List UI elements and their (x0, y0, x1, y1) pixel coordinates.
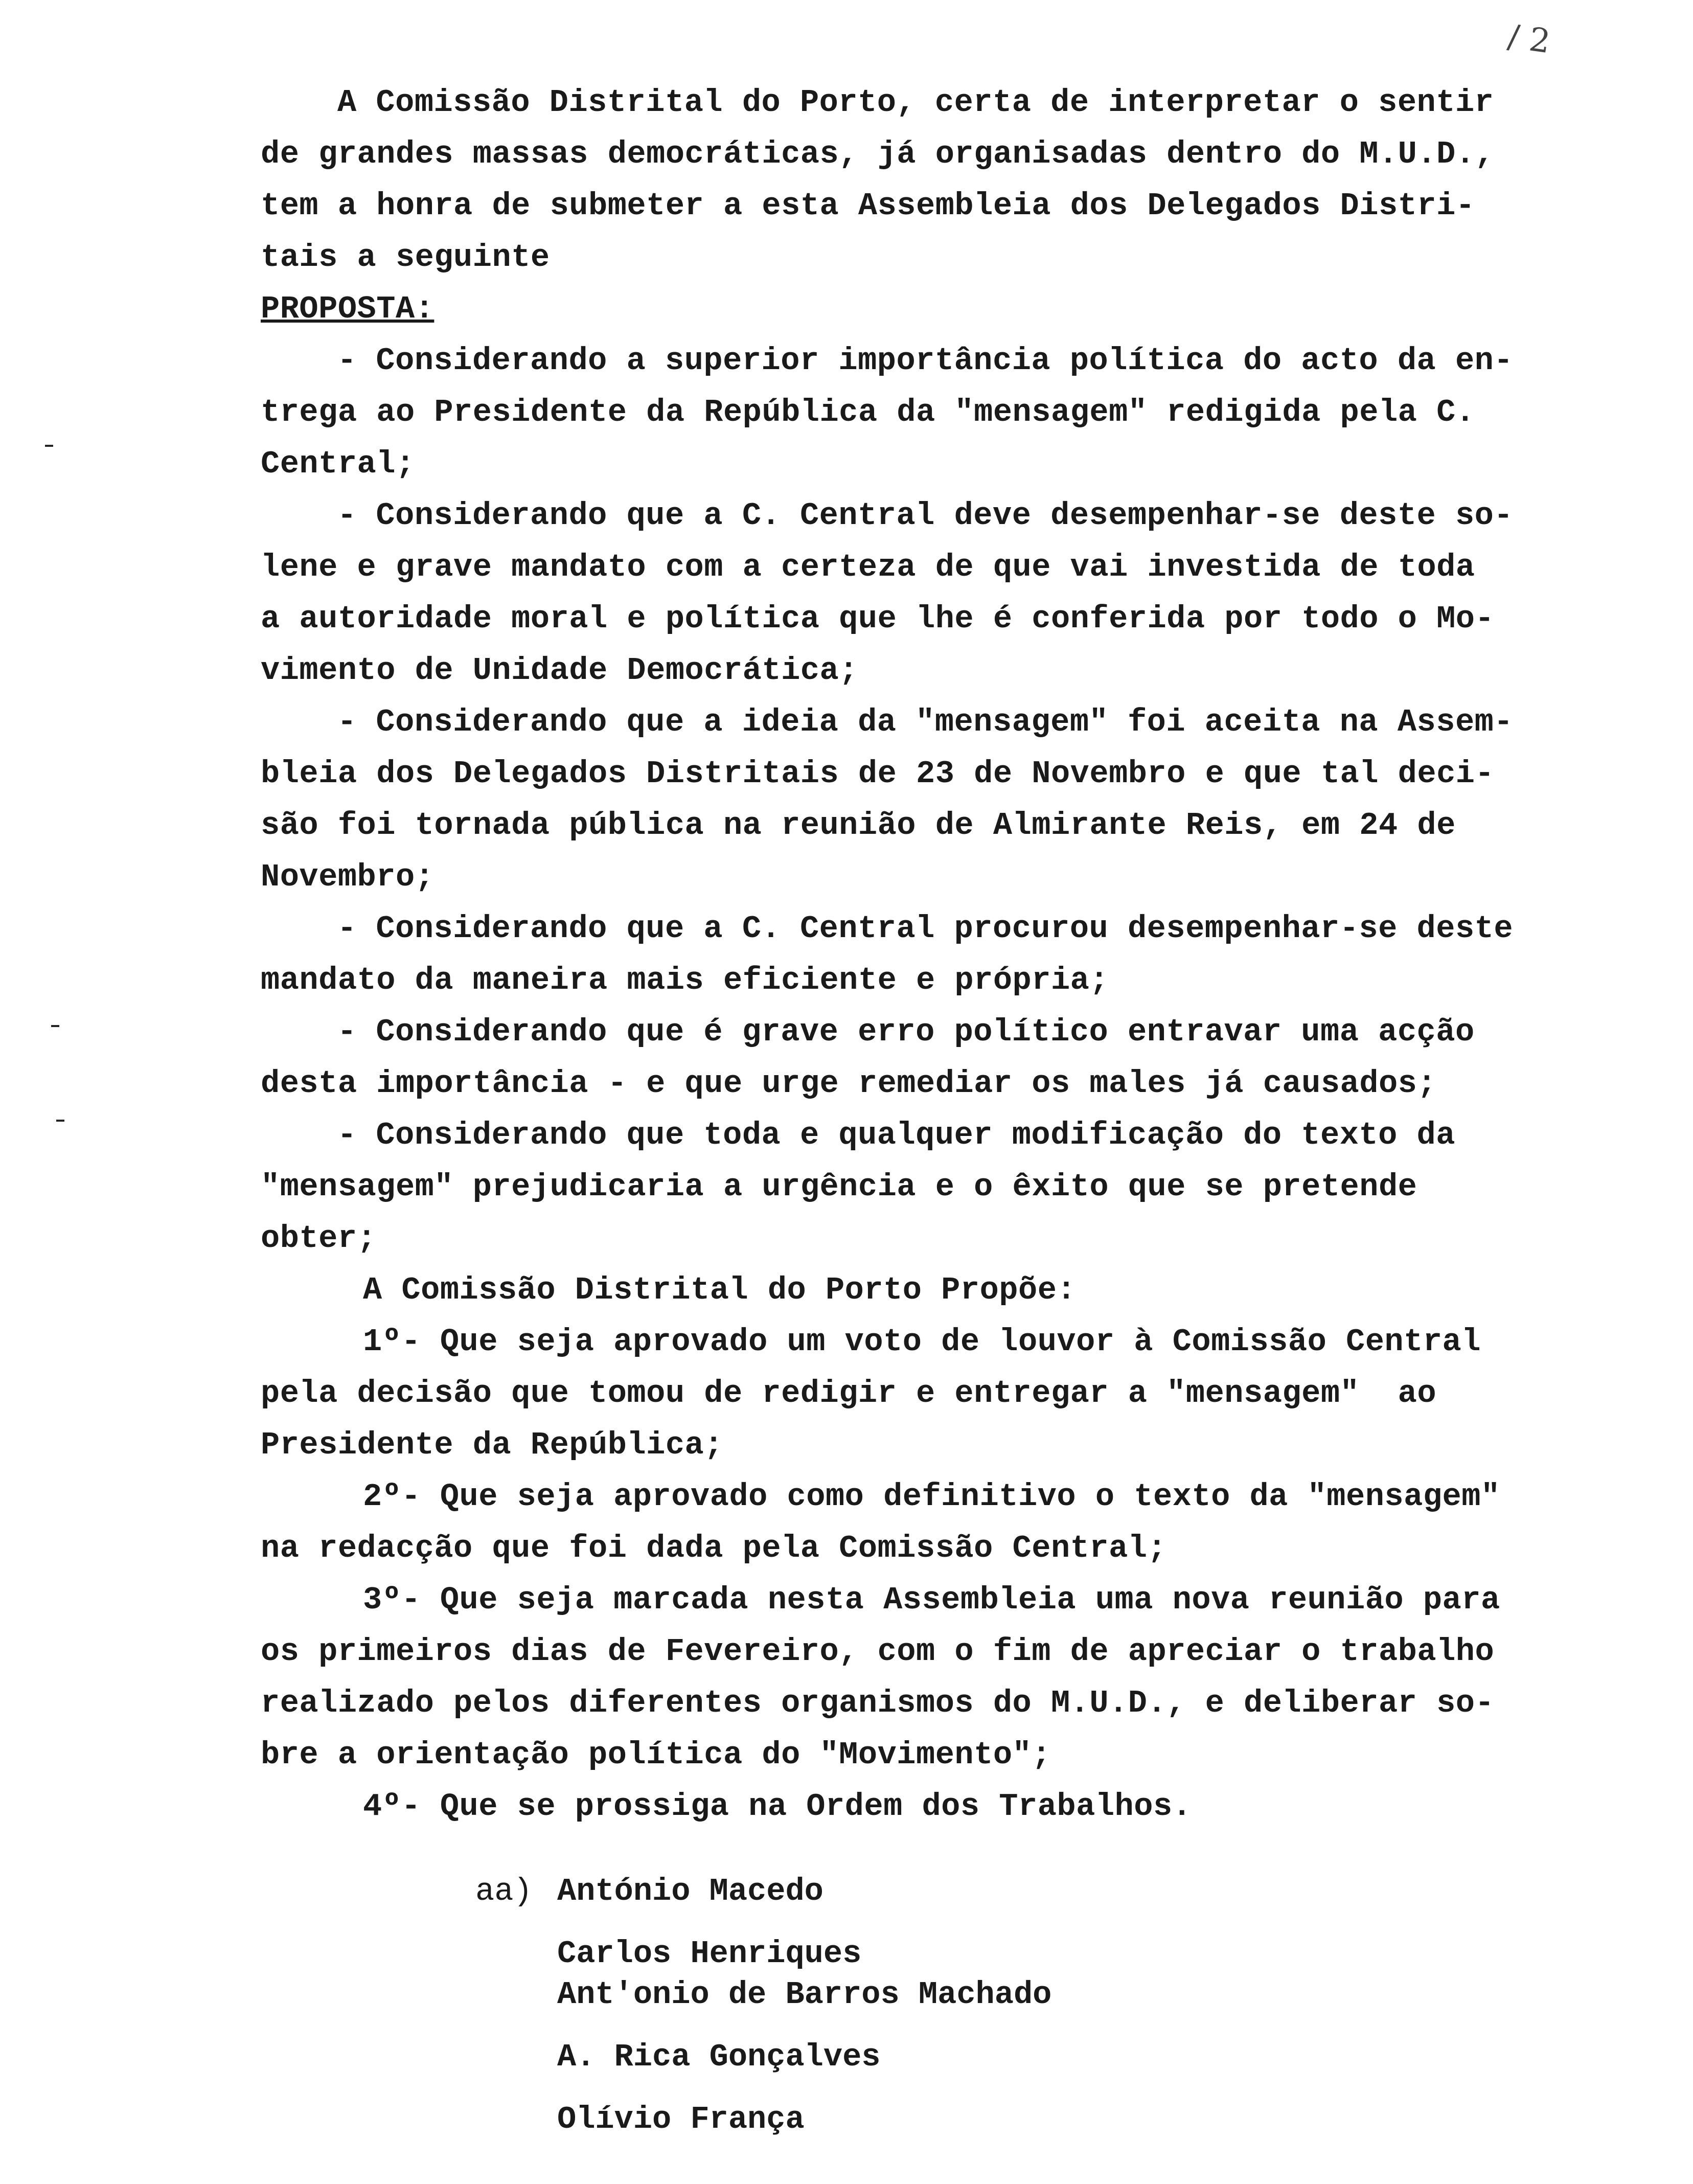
signature-row (475, 1933, 1051, 1974)
intro-line: tais a seguinte (261, 239, 550, 276)
considerando-line: Novembro; (261, 859, 434, 895)
considerando-line: - Considerando que a C. Central procurou desempenhar-se deste (337, 911, 1514, 947)
considerando-line: "mensagem" prejudicaria a urgência e o êxito que se pretende (261, 1169, 1417, 1205)
margin-mark (56, 1120, 64, 1122)
considerando-line: vimento de Unidade Democrática; (261, 652, 858, 689)
considerando-line: - Considerando que toda e qualquer modificação do texto da (337, 1117, 1455, 1153)
proposal-intro: A Comissão Distrital do Porto Propõe: (363, 1272, 1077, 1308)
considerando-line: mandato da maneira mais eficiente e própria; (261, 962, 1109, 998)
signature-row (475, 1871, 1051, 1912)
margin-mark (51, 1025, 59, 1027)
signature-row (475, 2099, 1051, 2140)
considerando-line: lene e grave mandato com a certeza de que vai investida de toda (261, 549, 1475, 585)
proposal-item-line: Presidente da República; (261, 1427, 723, 1463)
proposal-item-line: pela decisão que tomou de redigir e entregar a "mensagem" ao (261, 1375, 1437, 1412)
considerando-line: são foi tornada pública na reunião de Almirante Reis, em 24 de (261, 807, 1456, 844)
considerando-line: desta importância - e que urge remediar os males já causados; (261, 1065, 1437, 1102)
signature-name: A. Rica Gonçalves (557, 2039, 881, 2075)
proposal-item-line: na redacção que foi dada pela Comissão Central; (261, 1530, 1167, 1566)
proposal-item-line: 2º- Que seja aprovado como definitivo o texto da "mensagem" (363, 1478, 1500, 1515)
margin-mark (45, 445, 53, 447)
proposal-item-line: 1º- Que seja aprovado um voto de louvor à Comissão Central (363, 1324, 1481, 1360)
signature-row (475, 2037, 1051, 2078)
considerando-line: obter; (261, 1220, 377, 1257)
considerando-line: - Considerando que a ideia da "mensagem" foi aceita na Assem- (337, 704, 1514, 740)
intro-line: tem a honra de submeter a esta Assembleia dos Delegados Distri- (261, 188, 1475, 224)
signature-name: Olívio França (557, 2101, 805, 2137)
considerando-line: bleia dos Delegados Distritais de 23 de Novembro e que tal deci- (261, 756, 1495, 792)
proposal-item-line: bre a orientação política do "Movimento"; (261, 1737, 1051, 1773)
proposal-item-line: os primeiros dias de Fevereiro, com o fim de apreciar o trabalho (261, 1633, 1495, 1670)
considerando-line: - Considerando que a C. Central deve desempenhar-se deste so- (337, 497, 1514, 534)
signature-row (475, 1974, 1051, 2015)
signature-name: Carlos Henriques (557, 1936, 862, 1972)
signature-name: Ant'onio de Barros Machado (557, 1976, 1052, 2013)
considerando-line: trega ao Presidente da República da "mensagem" redigida pela C. (261, 394, 1475, 430)
signature-prefix: aa) (475, 1873, 533, 1909)
page-number: / 2 (1505, 17, 1553, 61)
signature-block (475, 1871, 1051, 2140)
intro-line: de grandes massas democráticas, já organisadas dentro do M.U.D., (261, 136, 1495, 172)
considerando-line: a autoridade moral e política que lhe é conferida por todo o Mo- (261, 601, 1495, 637)
intro-line: A Comissão Distrital do Porto, certa de interpretar o sentir (337, 84, 1494, 121)
considerando-line: Central; (261, 446, 415, 482)
proposal-item-line: 4º- Que se prossiga na Ordem dos Trabalhos. (363, 1788, 1192, 1825)
signature-name: António Macedo (557, 1873, 823, 1909)
proposal-heading: PROPOSTA: (261, 291, 434, 327)
considerando-line: - Considerando a superior importância política do acto da en- (337, 343, 1514, 379)
considerando-line: - Considerando que é grave erro político entravar uma acção (337, 1014, 1475, 1050)
document-body (261, 77, 1610, 1832)
proposal-item-line: realizado pelos diferentes organismos do M.U.D., e deliberar so- (261, 1685, 1495, 1721)
proposal-item-line: 3º- Que seja marcada nesta Assembleia uma nova reunião para (363, 1582, 1500, 1618)
